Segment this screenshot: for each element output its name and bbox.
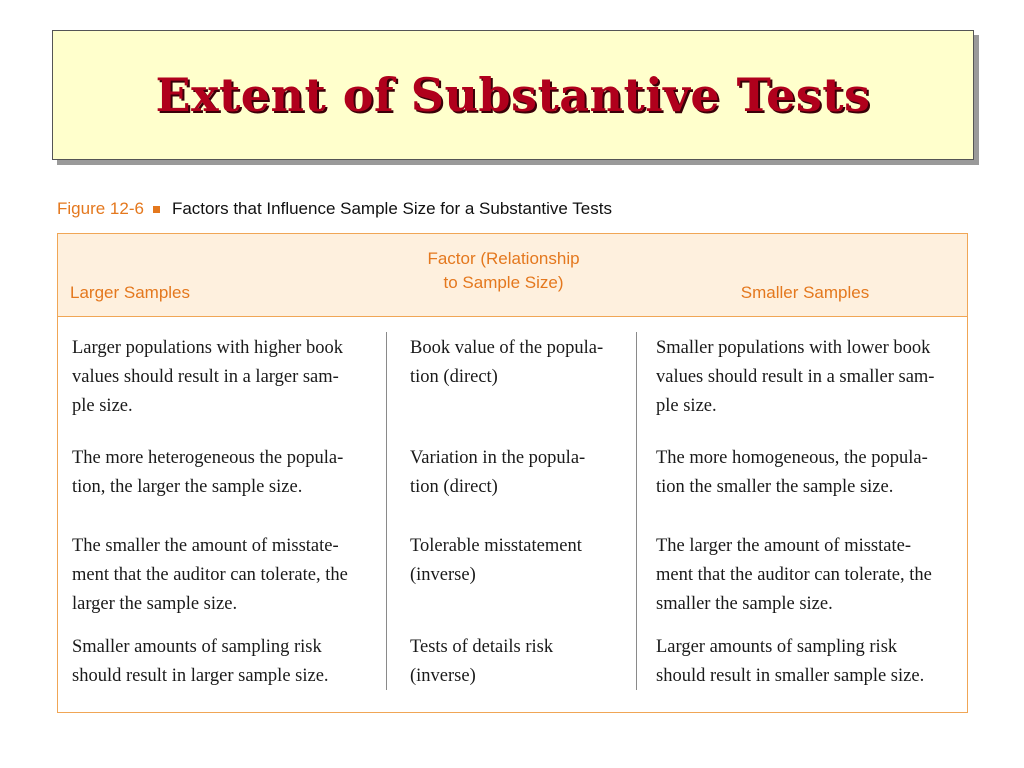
figure-label: Figure 12-6 xyxy=(57,199,144,218)
bullet-square-icon xyxy=(153,206,160,213)
title-box xyxy=(52,30,974,160)
header-smaller-samples: Smaller Samples xyxy=(740,283,870,302)
header-factor-line1: Factor (Relationship xyxy=(427,249,580,268)
cell-larger: The smaller the amount of misstate- ment that the auditor can tolerate, the larger the sample size. xyxy=(72,536,348,614)
factors-table xyxy=(57,233,968,713)
column-divider xyxy=(636,332,637,690)
header-factor xyxy=(400,247,607,295)
cell-factor: Tests of details risk (inverse) xyxy=(410,637,554,686)
cell-smaller: Larger amounts of sampling risk should result in smaller sample size. xyxy=(656,637,925,686)
cell-factor: Book value of the popula- tion (direct) xyxy=(410,338,604,387)
cell-smaller: The larger the amount of misstate- ment that the auditor can tolerate, the smaller the sample size. xyxy=(656,536,932,614)
header-factor-line2: to Sample Size) xyxy=(443,273,564,292)
cell-factor: Variation in the popula- tion (direct) xyxy=(410,448,586,497)
slide-title: Extent of Substantive Tests xyxy=(155,68,871,122)
figure-caption xyxy=(57,199,612,219)
header-larger-samples: Larger Samples xyxy=(70,283,191,302)
cell-factor: Tolerable misstatement (inverse) xyxy=(410,536,582,585)
cell-larger: Smaller amounts of sampling risk should result in larger sample size. xyxy=(72,637,329,686)
cell-larger: The more heterogeneous the popula- tion, the larger the sample size. xyxy=(72,448,344,497)
cell-smaller: The more homogeneous, the popula- tion the smaller the sample size. xyxy=(656,448,928,497)
cell-smaller: Smaller populations with lower book values should result in a smaller sam- ple size. xyxy=(656,338,935,416)
cell-larger: Larger populations with higher book values should result in a larger sam- ple size. xyxy=(72,338,343,416)
column-divider xyxy=(386,332,387,690)
table-header xyxy=(58,234,967,317)
figure-caption-text: Factors that Influence Sample Size for a Substantive Tests xyxy=(171,199,612,218)
